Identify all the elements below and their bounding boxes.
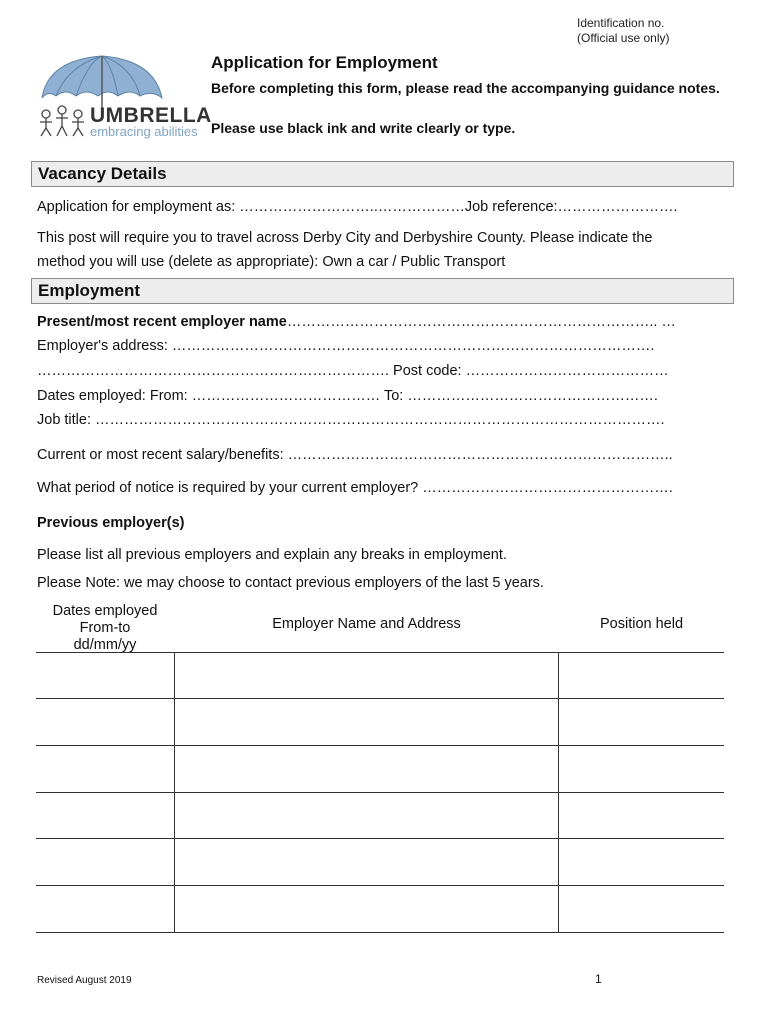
page-title: Application for Employment: [211, 53, 438, 72]
employer-name-label: Present/most recent employer name: [37, 314, 287, 330]
logo-tagline: embracing abilities: [90, 124, 198, 139]
col-header-employer: Employer Name and Address: [272, 616, 461, 632]
previous-employers-heading: Previous employer(s): [37, 515, 185, 531]
col-header-dates: Dates employed From-to dd/mm/yy: [52, 603, 158, 653]
job-title-field[interactable]: Job title: ……………………………………………………………………………………………………….: [37, 412, 665, 428]
table-row[interactable]: [36, 745, 724, 746]
logo-name: UMBRELLA: [90, 104, 212, 127]
vacancy-section-heading: Vacancy Details: [31, 161, 734, 187]
col-header-position: Position held: [599, 616, 684, 632]
page-number: 1: [595, 972, 602, 986]
employment-section-heading: Employment: [31, 278, 734, 304]
table-row[interactable]: [36, 792, 724, 793]
table-row[interactable]: [36, 932, 724, 933]
table-column-divider: [174, 652, 175, 932]
table-column-divider: [558, 652, 559, 932]
identification-box: [577, 16, 669, 46]
table-row[interactable]: [36, 885, 724, 886]
travel-text-line1: This post will require you to travel across Derby City and Derbyshire County. Please indicate the: [37, 230, 653, 246]
table-row[interactable]: [36, 698, 724, 699]
employer-name-field[interactable]: [37, 314, 676, 330]
salary-field[interactable]: Current or most recent salary/benefits: ……………………………………………………………………..: [37, 447, 673, 463]
notice-period-field[interactable]: What period of notice is required by your current employer? …………………………………………….: [37, 480, 673, 496]
revision-note: Revised August 2019: [37, 975, 132, 986]
employer-name-dots: ………………………………………………………………….. …: [286, 314, 676, 330]
previous-employers-instruction: Please list all previous employers and explain any breaks in employment.: [37, 547, 507, 563]
id-label: Identification no.: [577, 16, 665, 30]
table-header-rule: [36, 652, 724, 653]
employer-address-field[interactable]: Employer's address: ……………………………………………………………………………………….: [37, 338, 655, 354]
instruction-guidance: Before completing this form, please read the accompanying guidance notes.: [211, 80, 720, 96]
instruction-ink: Please use black ink and write clearly or type.: [211, 120, 516, 136]
table-row[interactable]: [36, 838, 724, 839]
post-code-field[interactable]: ………………………………………………………………. Post code: ……………………………………: [37, 363, 669, 379]
previous-employers-note: Please Note: we may choose to contact previous employers of the last 5 years.: [37, 575, 544, 591]
travel-method-field[interactable]: method you will use (delete as appropriate): Own a car / Public Transport: [37, 254, 506, 270]
application-for-field[interactable]: Application for employment as: ………………………..………………Job reference:…………………….: [37, 199, 678, 215]
official-use-label: (Official use only): [577, 31, 670, 45]
dates-employed-field[interactable]: Dates employed: From: ………………………………… To: …………………………………………….: [37, 388, 658, 404]
